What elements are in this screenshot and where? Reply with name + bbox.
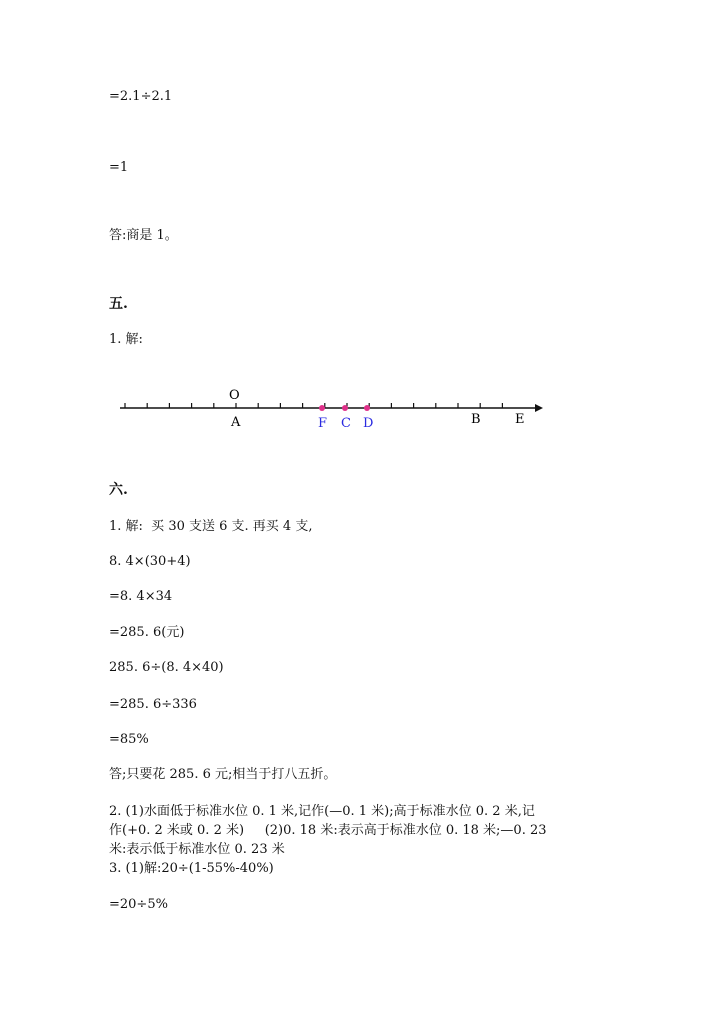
section-heading-5: 五. — [109, 296, 128, 312]
section-heading-6: 六. — [109, 482, 128, 498]
label-e: E — [515, 412, 525, 427]
q1-answer: 答;只要花 285. 6 元;相当于打八五折。 — [109, 767, 337, 782]
q1-line-6: =285. 6÷336 — [109, 697, 197, 712]
q1-line-5: 285. 6÷(8. 4×40) — [109, 660, 224, 675]
calc-line-1: =2.1÷2.1 — [109, 89, 173, 104]
q3-line-2: =20÷5% — [109, 897, 168, 912]
label-o: O — [229, 388, 240, 403]
q2-line-2: 作(+0. 2 米或 0. 2 米) (2)0. 18 米:表示高于标准水位 0. 18 米;—0. 23 — [109, 823, 547, 838]
point-f — [319, 405, 325, 411]
number-line-figure — [110, 380, 560, 440]
label-b: B — [471, 412, 481, 427]
question-1-label: 1. 解: — [109, 332, 143, 347]
q1-line-3: =8. 4×34 — [109, 589, 173, 604]
point-c — [342, 405, 348, 411]
q1-line-4: =285. 6(元) — [109, 625, 185, 640]
label-c: C — [341, 416, 351, 431]
q3-line-1: 3. (1)解:20÷(1-55%-40%) — [109, 861, 274, 876]
q2-line-3: 米:表示低于标准水位 0. 23 米 — [109, 842, 285, 857]
q1-line-2: 8. 4×(30+4) — [109, 554, 191, 569]
q1-line-7: =85% — [109, 732, 149, 747]
q2-line-1: 2. (1)水面低于标准水位 0. 1 米,记作(—0. 1 米);高于标准水位 0. 2 米,记 — [109, 804, 535, 819]
label-f: F — [318, 416, 328, 431]
label-d: D — [363, 416, 374, 431]
answer-line: 答:商是 1。 — [109, 228, 178, 243]
axis-arrow-icon — [535, 404, 543, 412]
point-d — [364, 405, 370, 411]
calc-line-2: =1 — [109, 160, 129, 175]
q1-line-1: 1. 解: 买 30 支送 6 支. 再买 4 支, — [109, 519, 313, 534]
label-a: A — [231, 415, 241, 430]
